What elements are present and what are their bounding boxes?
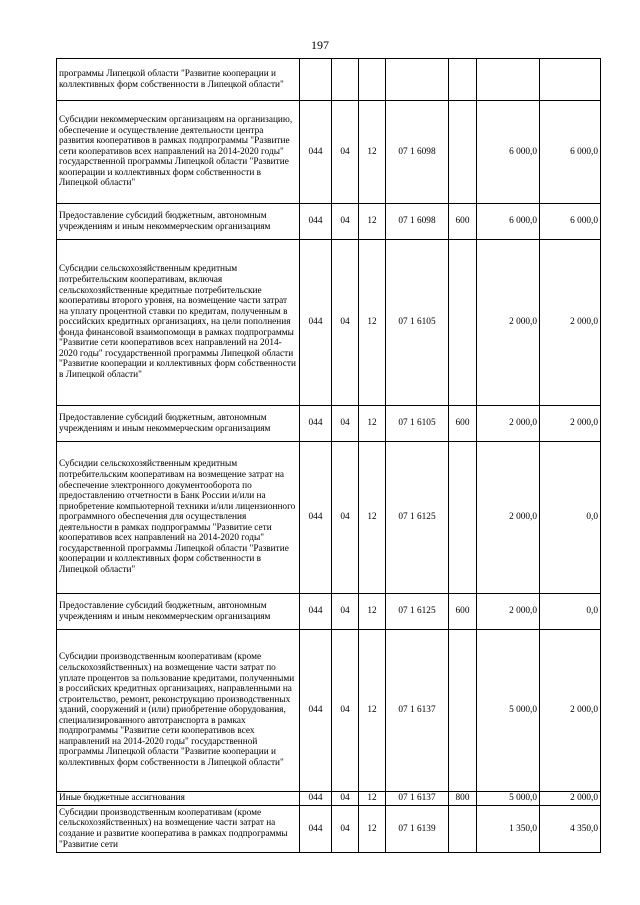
admin-code: 044 <box>300 406 332 442</box>
row-description: Субсидии сельскохозяйственным кредитным потребительским кооперативам на возмещение затрат на обеспечение электронного документооборота по предоставлению отчетности в Банк России и/или на приобретение компьютерной техники и/или лицензионного программного обеспечения для осуществления деятельности в рамках подпрограммы "Развитие сети кооперативов всех направлений на 2014-2020 годы" государственной программы Липецкой области "Развитие кооперации и коллективных форм собственности в Липецкой области" <box>57 442 300 594</box>
amount-second: 0,0 <box>540 442 601 594</box>
section-code: 04 <box>332 806 359 853</box>
section-code: 04 <box>332 630 359 792</box>
target-article: 07 1 6098 <box>386 204 449 240</box>
section-code: 04 <box>332 792 359 806</box>
section-code: 04 <box>332 594 359 630</box>
subsection-code: 12 <box>359 204 386 240</box>
section-code: 04 <box>332 240 359 406</box>
amount-second: 6 000,0 <box>540 101 601 204</box>
section-code: 04 <box>332 204 359 240</box>
amount-second: 2 000,0 <box>540 630 601 792</box>
expense-type: 800 <box>449 792 477 806</box>
amount-second: 2 000,0 <box>540 240 601 406</box>
expense-type <box>449 59 477 101</box>
expense-type <box>449 101 477 204</box>
amount-first: 5 000,0 <box>477 630 540 792</box>
target-article: 07 1 6137 <box>386 792 449 806</box>
amount-first: 5 000,0 <box>477 792 540 806</box>
subsection-code: 12 <box>359 630 386 792</box>
amount-first: 2 000,0 <box>477 442 540 594</box>
target-article: 07 1 6125 <box>386 594 449 630</box>
target-article: 07 1 6139 <box>386 806 449 853</box>
row-description: программы Липецкой области "Развитие кооперации и коллективных форм собственности в Липецкой области" <box>57 59 300 101</box>
table-row <box>57 594 601 630</box>
admin-code: 044 <box>300 240 332 406</box>
expense-type: 600 <box>449 406 477 442</box>
table-row <box>57 240 601 406</box>
admin-code: 044 <box>300 806 332 853</box>
target-article: 07 1 6137 <box>386 630 449 792</box>
table-row <box>57 792 601 806</box>
expense-type: 600 <box>449 204 477 240</box>
expense-type <box>449 630 477 792</box>
row-description: Субсидии сельскохозяйственным кредитным потребительским кооперативам, включая сельскохозяйственные кредитные потребительские кооперативы второго уровня, на возмещение части затрат на уплату процентной ставки по кредитам, полученным в российских кредитных организациях, на цели пополнения фонда финансовой взаимопомощи в рамках подпрограммы "Развитие сети кооперативов всех направлений на 2014-2020 годы" государственной программы Липецкой области "Развитие кооперации и коллективных форм собственности в Липецкой области" <box>57 240 300 406</box>
subsection-code: 12 <box>359 406 386 442</box>
row-description: Предоставление субсидий бюджетным, автономным учреждениям и иным некоммерческим организациям <box>57 204 300 240</box>
section-code <box>332 59 359 101</box>
amount-first: 2 000,0 <box>477 594 540 630</box>
amount-first: 6 000,0 <box>477 204 540 240</box>
amount-first: 6 000,0 <box>477 101 540 204</box>
expense-type <box>449 240 477 406</box>
subsection-code: 12 <box>359 594 386 630</box>
admin-code: 044 <box>300 594 332 630</box>
admin-code: 044 <box>300 630 332 792</box>
admin-code: 044 <box>300 442 332 594</box>
row-description: Предоставление субсидий бюджетным, автономным учреждениям и иным некоммерческим организациям <box>57 594 300 630</box>
target-article: 07 1 6098 <box>386 101 449 204</box>
amount-first: 1 350,0 <box>477 806 540 853</box>
admin-code <box>300 59 332 101</box>
target-article <box>386 59 449 101</box>
admin-code: 044 <box>300 101 332 204</box>
amount-second: 6 000,0 <box>540 204 601 240</box>
subsection-code: 12 <box>359 442 386 594</box>
table-row <box>57 630 601 792</box>
amount-second <box>540 59 601 101</box>
subsection-code: 12 <box>359 240 386 406</box>
target-article: 07 1 6105 <box>386 240 449 406</box>
target-article: 07 1 6125 <box>386 442 449 594</box>
amount-second: 2 000,0 <box>540 406 601 442</box>
table-row <box>57 442 601 594</box>
target-article: 07 1 6105 <box>386 406 449 442</box>
subsection-code: 12 <box>359 806 386 853</box>
amount-first <box>477 59 540 101</box>
amount-first: 2 000,0 <box>477 406 540 442</box>
row-description: Предоставление субсидий бюджетным, автономным учреждениям и иным некоммерческим организациям <box>57 406 300 442</box>
row-description: Иные бюджетные ассигнования <box>57 792 300 806</box>
admin-code: 044 <box>300 792 332 806</box>
amount-second: 4 350,0 <box>540 806 601 853</box>
amount-second: 2 000,0 <box>540 792 601 806</box>
expense-type <box>449 806 477 853</box>
section-code: 04 <box>332 101 359 204</box>
expense-type: 600 <box>449 594 477 630</box>
subsection-code: 12 <box>359 101 386 204</box>
table-row <box>57 406 601 442</box>
table-row <box>57 204 601 240</box>
amount-first: 2 000,0 <box>477 240 540 406</box>
row-description: Субсидии некоммерческим организациям на организацию, обеспечение и осуществление деятельности центра развития кооперативов в рамках подпрограммы "Развитие сети кооперативов всех направлений на 2014-2020 годы" государственной программы Липецкой области "Развитие кооперации и коллективных форм собственности в Липецкой области" <box>57 101 300 204</box>
admin-code: 044 <box>300 204 332 240</box>
subsection-code: 12 <box>359 792 386 806</box>
section-code: 04 <box>332 442 359 594</box>
expense-type <box>449 442 477 594</box>
section-code: 04 <box>332 406 359 442</box>
amount-second: 0,0 <box>540 594 601 630</box>
table-row <box>57 59 601 101</box>
row-description: Субсидии производственным кооперативам (кроме сельскохозяйственных) на возмещение части затрат на создание и развитие кооператива в рамках подпрограммы "Развитие сети <box>57 806 300 853</box>
subsection-code <box>359 59 386 101</box>
table-row <box>57 101 601 204</box>
page-number: 197 <box>311 38 329 52</box>
table-row <box>57 806 601 853</box>
row-description: Субсидии производственным кооперативам (кроме сельскохозяйственных) на возмещение части затрат по уплате процентов за пользование кредитами, полученными в российских кредитных организациях, направленными на строительство, ремонт, реконструкцию производственных зданий, сооружений и (или) приобретение оборудования, специализированного автотранспорта в рамках подпрограммы "Развитие сети кооперативов всех направлений на 2014-2020 годы" государственной программы Липецкой области "Развитие кооперации и коллективных форм собственности в Липецкой области" <box>57 630 300 792</box>
budget-table <box>56 58 601 853</box>
